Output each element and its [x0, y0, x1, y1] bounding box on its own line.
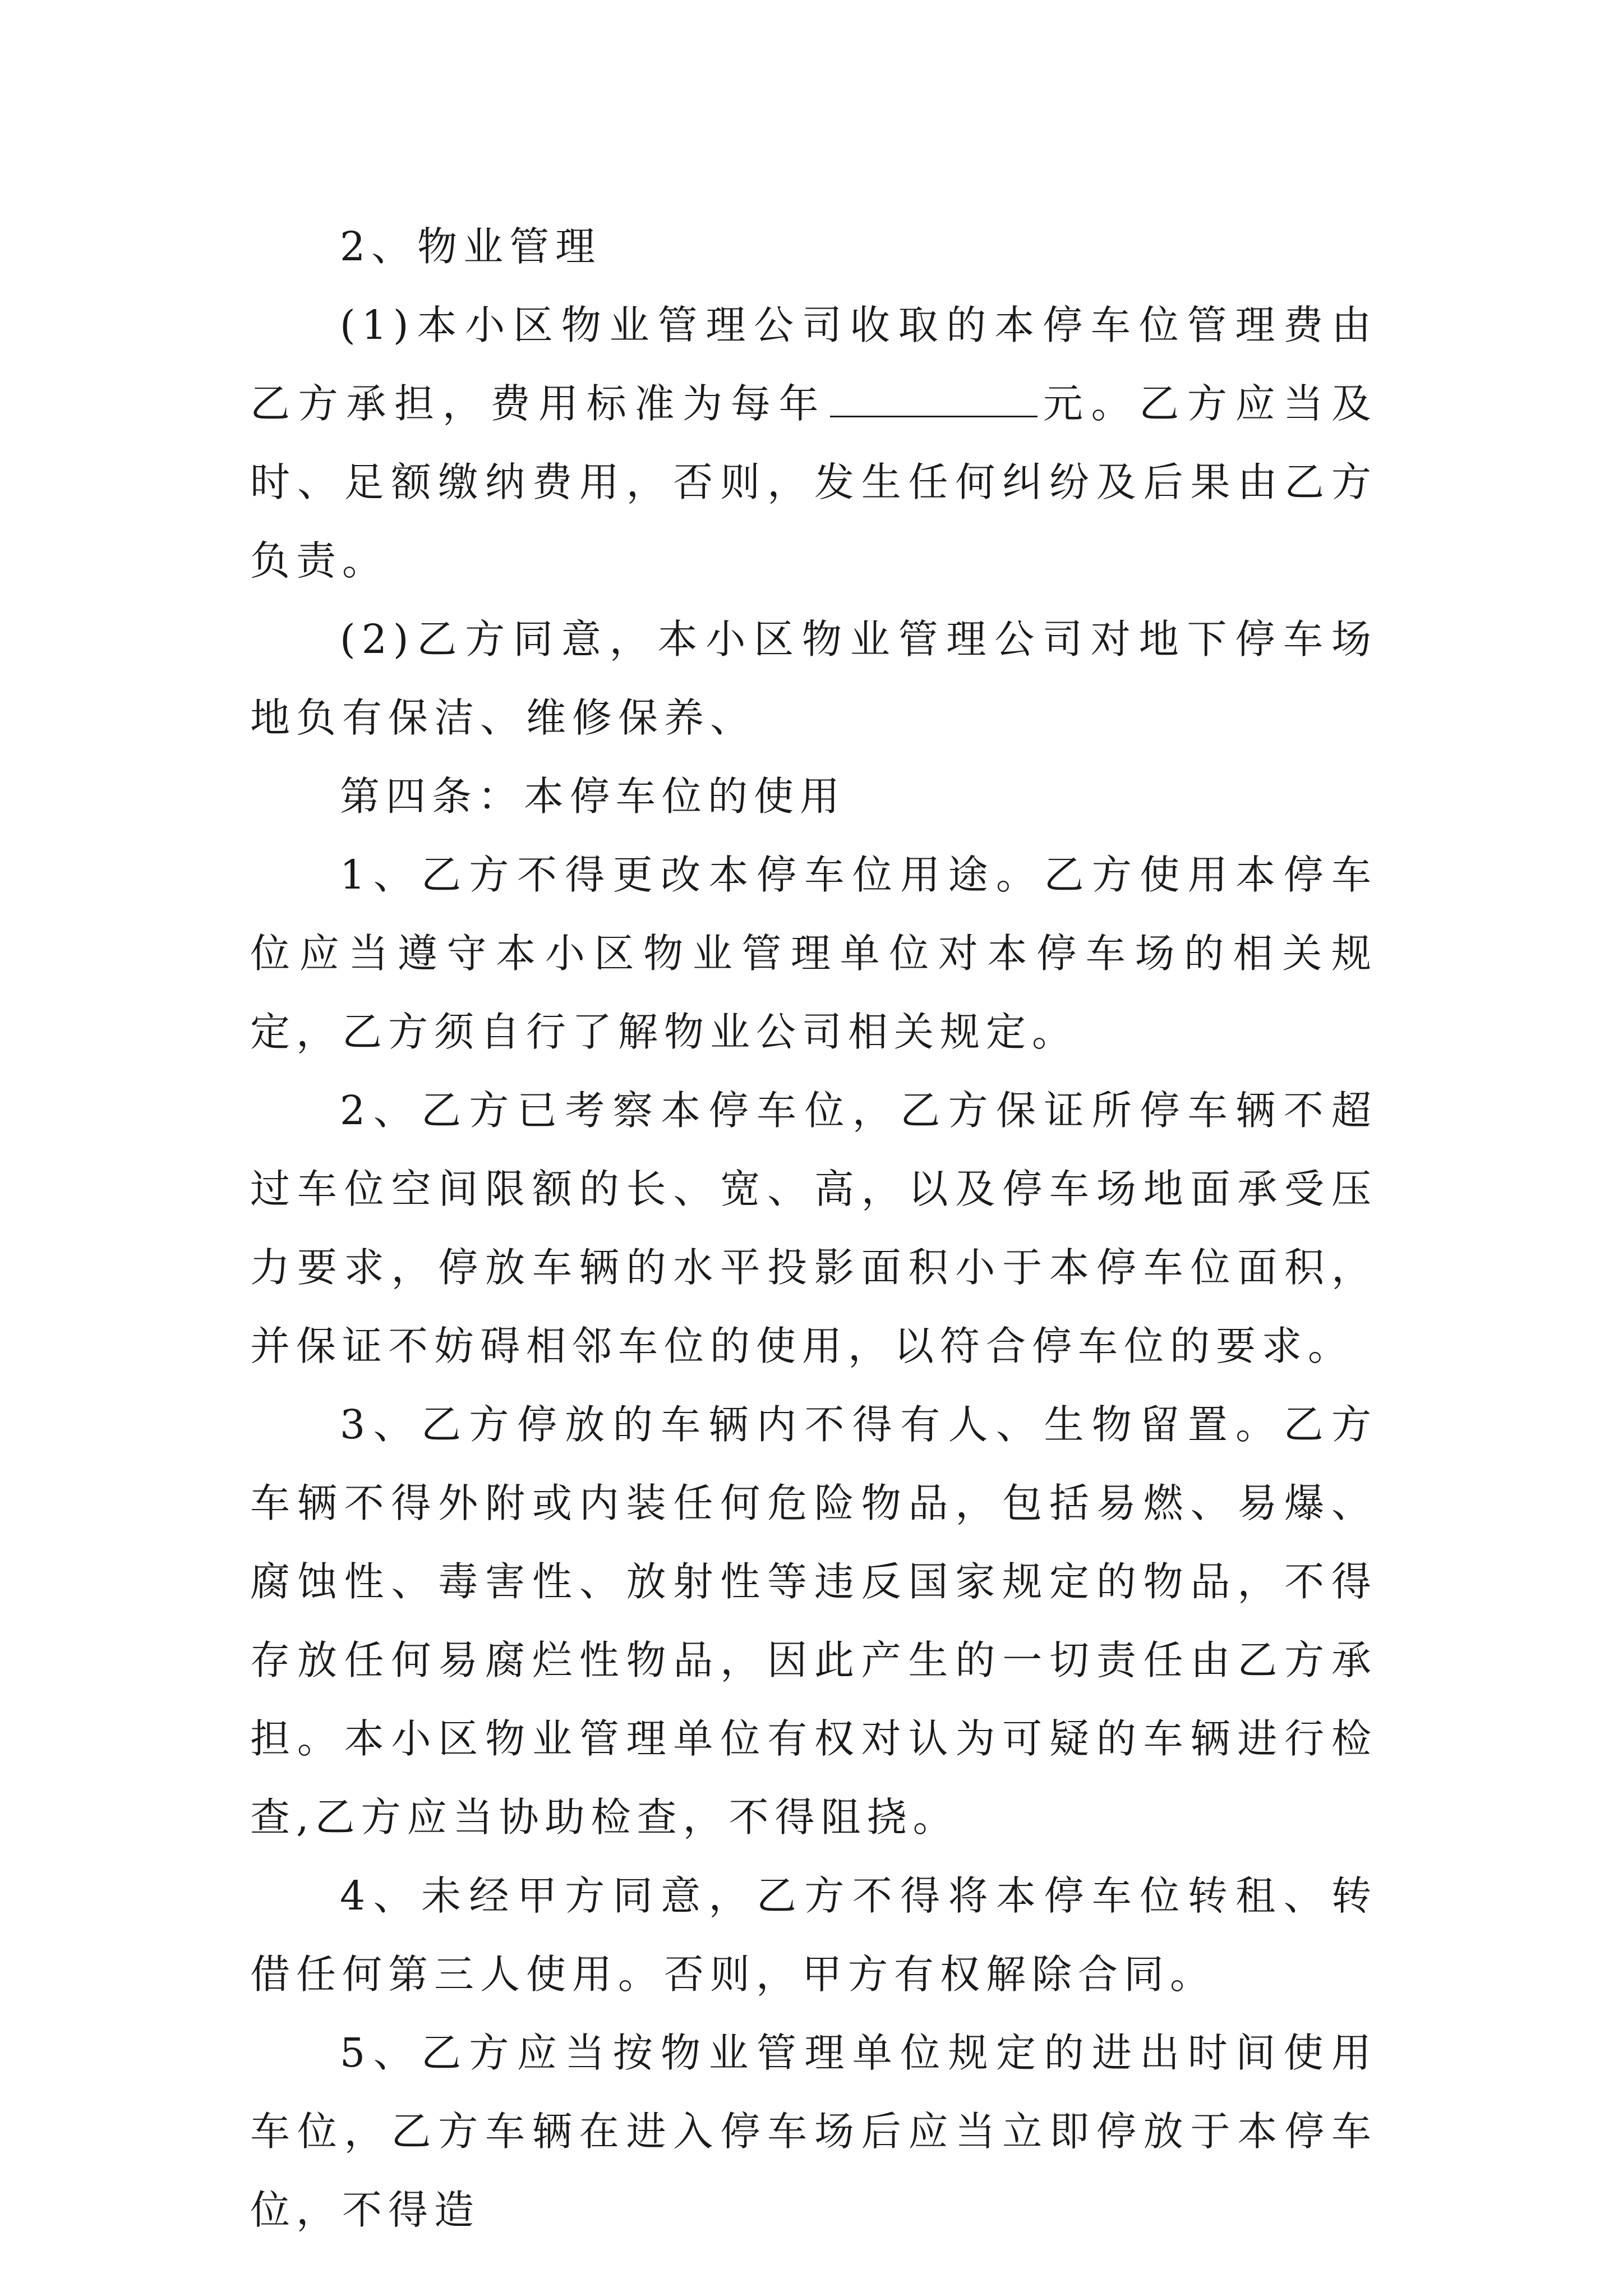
fee-amount-blank — [830, 382, 1038, 417]
section-heading-property-management: 2、物业管理 — [340, 223, 602, 270]
paragraph-cleaning-maintenance: (2)乙方同意，本小区物业管理公司对地下停车场地负有保洁、维修保养、 — [250, 616, 1377, 741]
clause-1-usage: 1、乙方不得更改本停车位用途。乙方使用本停车位应当遵守本小区物业管理单位对本停车场的相关规定，乙方须自行了解物业公司相关规定。 — [250, 852, 1377, 1055]
clause-3-dangerous-goods: 3、乙方停放的车辆内不得有人、生物留置。乙方车辆不得外附或内装任何危险物品，包括易燃、易爆、腐蚀性、毒害性、放射性等违反国家规定的物品，不得存放任何易腐烂性物品，因此产生的一切责任由乙方承担。本小区物业管理单位有权对认为可疑的车辆进行检查,乙方应当协助检查，不得阻挠。 — [250, 1401, 1377, 1841]
document-body — [250, 208, 1377, 2249]
clause-5-access-time: 5、乙方应当按物业管理单位规定的进出时间使用车位，乙方车辆在进入停车场后应当立即停放于本停车位，不得造 — [250, 2030, 1377, 2233]
clause-2-vehicle-size: 2、乙方已考察本停车位，乙方保证所停车辆不超过车位空间限额的长、宽、高，以及停车场地面承受压力要求，停放车辆的水平投影面积小于本停车位面积，并保证不妨碍相邻车位的使用，以符合停车位的要求。 — [250, 1087, 1377, 1369]
management-fee-text-after: 元。乙方应当及时、足额缴纳费用，否则，发生任何纠纷及后果由乙方负责。 — [250, 380, 1377, 584]
article-four-heading: 第四条：本停车位的使用 — [340, 773, 846, 820]
management-fee-text-before: (1)本小区物业管理公司收取的本停车位管理费由乙方承担，费用标准为每年 — [250, 302, 1377, 427]
clause-4-sublease: 4、未经甲方同意，乙方不得将本停车位转租、转借任何第三人使用。否则，甲方有权解除合同。 — [250, 1872, 1377, 1998]
paragraph-management-fee — [250, 286, 1377, 600]
